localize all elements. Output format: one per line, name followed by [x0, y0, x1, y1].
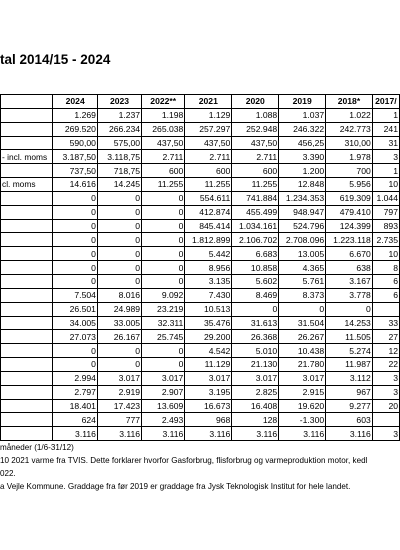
table-row — [1, 399, 400, 413]
table-cell — [372, 413, 399, 427]
table-cell: 1.223.118 — [326, 233, 373, 247]
row-label — [1, 344, 53, 358]
table-cell: 2.907 — [142, 385, 185, 399]
column-header: 2023 — [97, 95, 141, 109]
table-cell: 737,50 — [53, 164, 97, 178]
table-cell: 12.848 — [279, 178, 326, 192]
table-cell: 14.245 — [97, 178, 141, 192]
table-cell: 0 — [53, 274, 97, 288]
table-row — [1, 122, 400, 136]
row-label — [1, 247, 53, 261]
table-cell: 26.501 — [53, 302, 97, 316]
table-cell: 26.267 — [279, 330, 326, 344]
row-label — [1, 371, 53, 385]
table-cell: 3.116 — [53, 427, 97, 441]
row-label — [1, 399, 53, 413]
table-cell: 35.476 — [185, 316, 232, 330]
table-cell: 1.269 — [53, 108, 97, 122]
table-cell: 31.613 — [232, 316, 279, 330]
table-cell: 1 — [372, 108, 399, 122]
table-cell: 0 — [97, 191, 141, 205]
table-cell: 8.956 — [185, 261, 232, 275]
table-row — [1, 330, 400, 344]
table-cell: 1.200 — [279, 164, 326, 178]
table-cell: 412.874 — [185, 205, 232, 219]
row-label — [1, 261, 53, 275]
table-cell: 2.825 — [232, 385, 279, 399]
table-row — [1, 274, 400, 288]
table-row — [1, 288, 400, 302]
table-cell: 700 — [326, 164, 373, 178]
table-row — [1, 413, 400, 427]
table-cell: 242.773 — [326, 122, 373, 136]
table-row — [1, 233, 400, 247]
table-cell: 14.616 — [53, 178, 97, 192]
table-cell: 0 — [142, 261, 185, 275]
table-cell: 1.812.899 — [185, 233, 232, 247]
table-cell: 1.978 — [326, 150, 373, 164]
table-cell: 9.092 — [142, 288, 185, 302]
footnote-line: måneder (1/6-31/12) — [0, 443, 74, 452]
row-label — [1, 136, 53, 150]
table-cell: 638 — [326, 261, 373, 275]
table-cell: 3.135 — [185, 274, 232, 288]
table-cell: 18.401 — [53, 399, 97, 413]
table-cell: 0 — [53, 233, 97, 247]
table-cell: 32.311 — [142, 316, 185, 330]
table-cell: 6.670 — [326, 247, 373, 261]
table-cell: 3 — [372, 385, 399, 399]
table-cell: 1.044 — [372, 191, 399, 205]
table-cell: 11.255 — [185, 178, 232, 192]
table-cell: 0 — [53, 344, 97, 358]
table-cell: 893 — [372, 219, 399, 233]
table-cell: 0 — [142, 274, 185, 288]
table-cell: 2.797 — [53, 385, 97, 399]
table-cell: -1.300 — [279, 413, 326, 427]
table-cell: 437,50 — [232, 136, 279, 150]
table-cell: 252.948 — [232, 122, 279, 136]
table-cell: 1.034.161 — [232, 219, 279, 233]
table-cell: 8.469 — [232, 288, 279, 302]
table-cell: 455.499 — [232, 205, 279, 219]
table-cell: 3.112 — [326, 371, 373, 385]
table-row — [1, 108, 400, 122]
table-cell: 437,50 — [142, 136, 185, 150]
table-cell: 128 — [232, 413, 279, 427]
table-cell: 4.365 — [279, 261, 326, 275]
table-cell: 0 — [53, 205, 97, 219]
table-cell: 2.708.096 — [279, 233, 326, 247]
table-cell: 12 — [372, 344, 399, 358]
table-cell: 3.017 — [232, 371, 279, 385]
table-cell: 7.430 — [185, 288, 232, 302]
document-title: tal 2014/15 - 2024 — [0, 52, 111, 67]
table-cell: 0 — [142, 358, 185, 372]
table-cell: 2.735 — [372, 233, 399, 247]
table-row — [1, 150, 400, 164]
table-cell: 0 — [53, 191, 97, 205]
table-cell: 590,00 — [53, 136, 97, 150]
table-cell: 3.118,75 — [97, 150, 141, 164]
table-cell: 1.237 — [97, 108, 141, 122]
column-header: 2017/ — [372, 95, 399, 109]
table-cell: 456,25 — [279, 136, 326, 150]
table-cell: 29.200 — [185, 330, 232, 344]
row-label — [1, 330, 53, 344]
column-header: 2021 — [185, 95, 232, 109]
table-cell: 0 — [97, 344, 141, 358]
row-label — [1, 358, 53, 372]
table-cell: 27.073 — [53, 330, 97, 344]
table-cell: 600 — [232, 164, 279, 178]
table-cell: 948.947 — [279, 205, 326, 219]
table-cell: 575,00 — [97, 136, 141, 150]
row-label — [1, 288, 53, 302]
table-cell: 13.609 — [142, 399, 185, 413]
table-cell: 3 — [372, 371, 399, 385]
table-cell: 0 — [142, 205, 185, 219]
row-label: - incl. moms — [1, 150, 53, 164]
table-cell: 31.504 — [279, 316, 326, 330]
table-cell: 1 — [372, 164, 399, 178]
row-label — [1, 219, 53, 233]
table-cell: 968 — [185, 413, 232, 427]
table-cell: 0 — [232, 302, 279, 316]
row-label — [1, 233, 53, 247]
table-cell: 1.022 — [326, 108, 373, 122]
table-cell: 524.796 — [279, 219, 326, 233]
table-row — [1, 385, 400, 399]
table-row — [1, 316, 400, 330]
table-row — [1, 371, 400, 385]
table-cell: 0 — [53, 261, 97, 275]
table-header-row — [1, 95, 400, 109]
row-label — [1, 316, 53, 330]
table-cell: 1.088 — [232, 108, 279, 122]
table-cell: 3.116 — [279, 427, 326, 441]
table-cell: 3 — [372, 427, 399, 441]
table-cell: 619.309 — [326, 191, 373, 205]
table-cell: 479.410 — [326, 205, 373, 219]
table-cell: 0 — [142, 219, 185, 233]
table-cell: 257.297 — [185, 122, 232, 136]
table-row — [1, 427, 400, 441]
table-cell: 600 — [142, 164, 185, 178]
table-cell: 33.005 — [97, 316, 141, 330]
table-cell: 8 — [372, 261, 399, 275]
table-cell: 8.373 — [279, 288, 326, 302]
table-cell: 11.505 — [326, 330, 373, 344]
column-header: 2024 — [53, 95, 97, 109]
table-cell: 967 — [326, 385, 373, 399]
table-cell: 246.322 — [279, 122, 326, 136]
table-cell: 718,75 — [97, 164, 141, 178]
footnote-line: 022. — [0, 469, 16, 478]
table-cell: 0 — [142, 247, 185, 261]
table-cell: 0 — [97, 261, 141, 275]
table-cell: 26.167 — [97, 330, 141, 344]
table-cell: 7.504 — [53, 288, 97, 302]
table-cell: 0 — [97, 358, 141, 372]
table-cell: 34.005 — [53, 316, 97, 330]
table-cell: 1.037 — [279, 108, 326, 122]
table-cell: 21.780 — [279, 358, 326, 372]
table-cell: 3.017 — [185, 371, 232, 385]
table-cell: 5.442 — [185, 247, 232, 261]
table-cell: 33 — [372, 316, 399, 330]
table-cell: 6 — [372, 288, 399, 302]
table-cell: 16.408 — [232, 399, 279, 413]
table-cell: 5.761 — [279, 274, 326, 288]
table-cell: 2.711 — [232, 150, 279, 164]
table-cell: 10.513 — [185, 302, 232, 316]
table-row — [1, 344, 400, 358]
table-row — [1, 219, 400, 233]
table-cell: 3.195 — [185, 385, 232, 399]
table-cell: 3.390 — [279, 150, 326, 164]
table-cell: 8.016 — [97, 288, 141, 302]
table-cell: 3.778 — [326, 288, 373, 302]
table-cell: 16.673 — [185, 399, 232, 413]
table-cell: 3.116 — [97, 427, 141, 441]
row-label: cl. moms — [1, 178, 53, 192]
table-cell: 5.010 — [232, 344, 279, 358]
table-cell: 1.129 — [185, 108, 232, 122]
table-cell: 241 — [372, 122, 399, 136]
table-cell: 2.493 — [142, 413, 185, 427]
table-cell: 0 — [97, 274, 141, 288]
row-label — [1, 302, 53, 316]
table-cell: 4.542 — [185, 344, 232, 358]
table-cell: 437,50 — [185, 136, 232, 150]
column-header: 2019 — [279, 95, 326, 109]
table-cell: 0 — [326, 302, 373, 316]
row-label — [1, 427, 53, 441]
table-row — [1, 191, 400, 205]
row-label — [1, 122, 53, 136]
table-cell: 17.423 — [97, 399, 141, 413]
table-cell: 266.234 — [97, 122, 141, 136]
table-cell: 24.989 — [97, 302, 141, 316]
footnote-line: 10 2021 varme fra TVIS. Dette forklarer hvorfor Gasforbrug, flisforbrug og varmeproduktion motor, kedl — [0, 456, 368, 465]
row-label — [1, 164, 53, 178]
table-cell: 797 — [372, 205, 399, 219]
row-label — [1, 274, 53, 288]
table-cell: 11.987 — [326, 358, 373, 372]
table-cell: 624 — [53, 413, 97, 427]
table-cell: 603 — [326, 413, 373, 427]
table-cell: 3.116 — [142, 427, 185, 441]
table-cell: 0 — [53, 358, 97, 372]
table-row — [1, 178, 400, 192]
table-cell: 3.017 — [279, 371, 326, 385]
table-cell: 0 — [142, 344, 185, 358]
table-cell: 3.167 — [326, 274, 373, 288]
table-cell: 25.745 — [142, 330, 185, 344]
table-cell: 27 — [372, 330, 399, 344]
table-cell: 741.884 — [232, 191, 279, 205]
table-cell: 3.017 — [142, 371, 185, 385]
table-cell: 23.219 — [142, 302, 185, 316]
table-cell: 20 — [372, 399, 399, 413]
table-cell: 3.116 — [326, 427, 373, 441]
table-cell: 10.438 — [279, 344, 326, 358]
footnote-line: a Vejle Kommune. Graddage fra før 2019 er graddage fra Jysk Teknologisk Institut for hele landet. — [0, 482, 351, 491]
table-cell: 0 — [53, 219, 97, 233]
table-cell: 2.106.702 — [232, 233, 279, 247]
table-cell: 0 — [53, 247, 97, 261]
row-label — [1, 191, 53, 205]
row-label — [1, 205, 53, 219]
table-cell: 11.255 — [142, 178, 185, 192]
table-cell: 5.956 — [326, 178, 373, 192]
table-cell: 554.611 — [185, 191, 232, 205]
table-cell: 2.994 — [53, 371, 97, 385]
table-row — [1, 136, 400, 150]
data-table — [0, 94, 400, 441]
table-cell: 3.017 — [97, 371, 141, 385]
table-cell: 9.277 — [326, 399, 373, 413]
table-cell: 14.253 — [326, 316, 373, 330]
table-cell: 31 — [372, 136, 399, 150]
table-cell: 10 — [372, 178, 399, 192]
table-cell: 265.038 — [142, 122, 185, 136]
table-cell: 2.711 — [185, 150, 232, 164]
table-cell: 6 — [372, 274, 399, 288]
row-label — [1, 108, 53, 122]
footnotes — [0, 441, 367, 493]
table-cell: 2.915 — [279, 385, 326, 399]
table-row — [1, 247, 400, 261]
column-header: 2018* — [326, 95, 373, 109]
table-cell: 310,00 — [326, 136, 373, 150]
row-label — [1, 413, 53, 427]
table-cell: 13.005 — [279, 247, 326, 261]
table-body — [1, 108, 400, 440]
table-cell: 2.919 — [97, 385, 141, 399]
table-cell: 21.130 — [232, 358, 279, 372]
table-cell: 124.399 — [326, 219, 373, 233]
table-cell: 10.858 — [232, 261, 279, 275]
table-cell — [372, 302, 399, 316]
column-header: 2020 — [232, 95, 279, 109]
table-cell: 5.274 — [326, 344, 373, 358]
table-cell: 0 — [97, 205, 141, 219]
table-row — [1, 261, 400, 275]
table-cell: 0 — [142, 233, 185, 247]
table-cell: 10 — [372, 247, 399, 261]
table-cell: 11.129 — [185, 358, 232, 372]
table-cell: 0 — [142, 191, 185, 205]
table-cell: 22 — [372, 358, 399, 372]
table-cell: 6.683 — [232, 247, 279, 261]
column-header — [1, 95, 53, 109]
table-cell: 0 — [279, 302, 326, 316]
table-cell: 3.116 — [232, 427, 279, 441]
table-cell: 5.602 — [232, 274, 279, 288]
table-cell: 600 — [185, 164, 232, 178]
table-cell: 11.255 — [232, 178, 279, 192]
column-header: 2022** — [142, 95, 185, 109]
row-label — [1, 385, 53, 399]
table-cell: 0 — [97, 233, 141, 247]
table-cell: 269.520 — [53, 122, 97, 136]
table-cell: 19.620 — [279, 399, 326, 413]
table-row — [1, 302, 400, 316]
table-cell: 2.711 — [142, 150, 185, 164]
table-cell: 1.234.353 — [279, 191, 326, 205]
table-cell: 3.116 — [185, 427, 232, 441]
table-cell: 845.414 — [185, 219, 232, 233]
table-row — [1, 164, 400, 178]
table-cell: 777 — [97, 413, 141, 427]
table-row — [1, 205, 400, 219]
table-cell: 26.368 — [232, 330, 279, 344]
table-cell: 0 — [97, 219, 141, 233]
table-cell: 3.187,50 — [53, 150, 97, 164]
table-row — [1, 358, 400, 372]
table-cell: 3 — [372, 150, 399, 164]
table-cell: 0 — [97, 247, 141, 261]
table-cell: 1.198 — [142, 108, 185, 122]
